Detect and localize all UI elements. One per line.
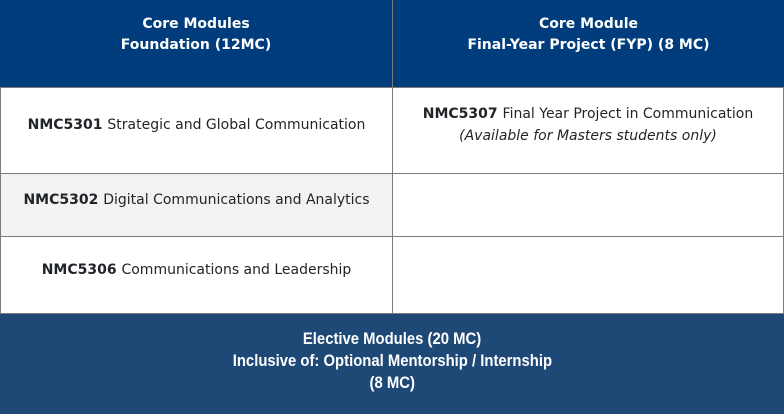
footer-line-3: (8 MC) bbox=[369, 374, 415, 392]
table-row bbox=[0, 88, 784, 174]
module-code: NMC5302 bbox=[23, 191, 99, 208]
table-header-row bbox=[0, 0, 784, 88]
table-row bbox=[0, 237, 784, 314]
header-subtitle: Foundation (12MC) bbox=[120, 37, 272, 53]
module-entry bbox=[423, 103, 754, 125]
cell-empty bbox=[392, 174, 784, 236]
module-code: NMC5306 bbox=[41, 261, 117, 278]
header-cell-core-foundation bbox=[0, 0, 392, 87]
table-row bbox=[0, 174, 784, 237]
table-body bbox=[0, 88, 784, 314]
module-code: NMC5307 bbox=[422, 106, 498, 122]
module-title: Final Year Project in Communication bbox=[502, 106, 754, 122]
elective-modules-banner bbox=[0, 314, 784, 414]
header-subtitle: Final-Year Project (FYP) (8 MC) bbox=[467, 37, 710, 53]
cell-nmc5307 bbox=[392, 88, 784, 173]
module-code: NMC5301 bbox=[27, 117, 103, 133]
module-entry bbox=[42, 259, 352, 281]
header-cell-final-year-project bbox=[392, 0, 784, 87]
module-title: Digital Communications and Analytics bbox=[103, 191, 370, 208]
cell-empty bbox=[392, 237, 784, 313]
header-title: Core Module bbox=[539, 16, 638, 32]
header-title: Core Modules bbox=[142, 16, 250, 32]
cell-nmc5301 bbox=[0, 88, 392, 173]
availability-note: (Available for Masters students only) bbox=[459, 128, 717, 144]
module-entry bbox=[28, 114, 366, 136]
module-entry bbox=[23, 189, 369, 211]
cell-nmc5302 bbox=[0, 174, 392, 236]
cell-nmc5306 bbox=[0, 237, 392, 313]
footer-line-2: Inclusive of: Optional Mentorship / Internship bbox=[232, 352, 552, 370]
module-title: Strategic and Global Communication bbox=[107, 117, 366, 133]
module-title: Communications and Leadership bbox=[121, 261, 352, 278]
footer-line-1: Elective Modules (20 MC) bbox=[302, 330, 482, 348]
